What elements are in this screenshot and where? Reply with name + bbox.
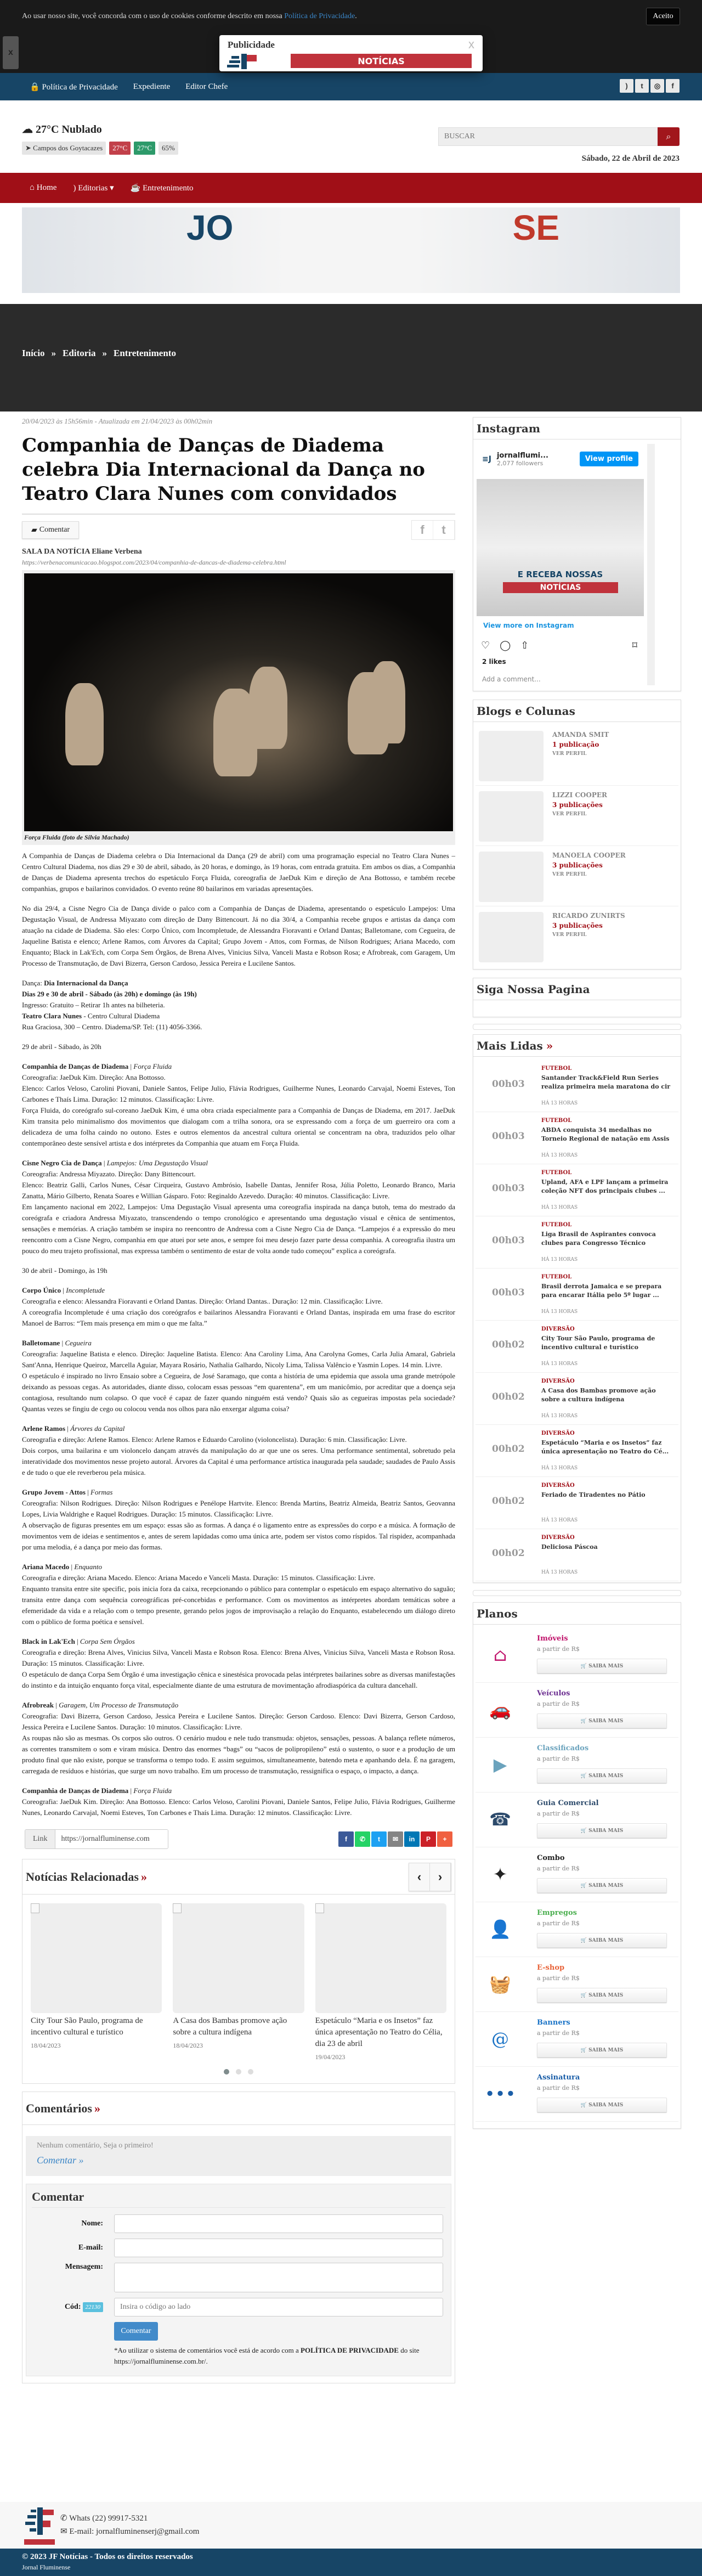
blog-item[interactable]: AMANDA SMIT 1 publicação VER PERFIL	[475, 725, 678, 786]
at-sign-icon: @	[491, 2028, 509, 2049]
ad-close-button[interactable]: x	[3, 36, 19, 69]
plan-item: 🚗 Veículos a partir de R$ 🛒 SAIBA MAIS	[475, 1683, 678, 1738]
humidity-badge: 65%	[158, 142, 178, 155]
blog-avatar	[479, 791, 544, 842]
instagram-avatar: ≡J	[482, 454, 491, 464]
cloud-icon: ☁	[22, 123, 33, 136]
comment-button[interactable]: ▰ Comentar	[22, 521, 79, 539]
related-card[interactable]: City Tour São Paulo, programa de incentivo cultural e turístico 18/04/2023	[31, 1903, 162, 2061]
view-profile-button[interactable]: View profile	[580, 452, 638, 466]
email-icon[interactable]: ✉	[388, 1831, 403, 1847]
rss-icon[interactable]: )	[620, 79, 633, 93]
instagram-post-image[interactable]: E RECEBA NOSSAS NOTÍCIAS	[477, 479, 644, 616]
email-field[interactable]	[114, 2239, 443, 2257]
act-block: Ariana Macedo | Enquanto Coreografia e direção: Ariana Macedo. Elenco: Ariana Macedo e Vanceli Masta. Duração: 15 minutos. Classificação: Livre. Enquanto transita entre site specific, pois inicia fora da caixa, recepcionando o público para contemplar o espetáculo em espaço alternativo do saguão; transita entre dança com sequência coreográficas pré-concebidas e performance. Com os movimentos as intérpretes abordam temáticas sobre a efemeridade da vida e a relação com o tempo presente, gerando pelos jogos de improvisação a relação do Enquanto, estabelecendo um diálogo direto com o público de forma poética e sensível.	[22, 1563, 455, 1626]
footer	[0, 2502, 702, 2549]
breadcrumb-bar	[0, 304, 702, 412]
empty-widget	[473, 1024, 681, 1030]
blogs-widget: Blogs e Colunas AMANDA SMIT 1 publicação VER PERFIL LIZZI COOPER 3 publicações VER PERFIL MANOELA COOPER 3 publicações VER PERFIL RICARDO ZUNIRTS 3 publicações VER PERFIL	[473, 700, 681, 969]
share-link-field: Link https://jornalfluminense.com	[25, 1829, 168, 1849]
related-image	[315, 1903, 446, 2013]
nav-home[interactable]: ⌂ Home	[30, 183, 57, 192]
rss-icon: )	[73, 184, 76, 193]
saiba-mais-button[interactable]: 🛒 SAIBA MAIS	[537, 1933, 667, 1948]
byline: SALA DA NOTÍCIA Eliane Verbena	[22, 548, 142, 556]
blog-avatar	[479, 912, 544, 962]
plan-item: ⌂ Imóveis a partir de R$ 🛒 SAIBA MAIS	[475, 1628, 678, 1683]
divider	[22, 514, 455, 515]
article-photo	[24, 573, 453, 831]
twitter-icon[interactable]: t	[371, 1831, 387, 1847]
view-profile-link[interactable]: VER PERFIL	[552, 932, 587, 938]
search-input[interactable]	[439, 128, 658, 145]
act-block: Arlene Ramos | Árvores da Capital Coreografia e direção: Arlene Ramos. Elenco: Arlene Ramos e Eduardo Carolino (violoncelista). Duração: 6 min. Classificação: Livre. Dois corpos, uma bailarina e um violoncelo dançam através da manipulação do ar que une os seres. Uma performance sentimental, sobretudo pela interatividade dos movimentos nesse projeto autoral. Árvores da Capital é uma performance artística inaugurada pela saudade; saudades de Paulo Assis e de tudo o que ele reverberou pela música.	[22, 1424, 455, 1476]
no-comments-text: Nenhum comentário, Seja o primeiro!	[37, 2141, 154, 2150]
article-column	[22, 417, 455, 2383]
most-read-item[interactable]: 00h03 FUTEBOL Santander Track&Field Run Series realiza primeira meia maratona do cir HÁ 13 HORAS	[475, 1060, 678, 1112]
contact-card-icon: ☎	[489, 1809, 511, 1830]
home-icon: ⌂	[30, 183, 35, 192]
plan-item: ▶ Classificados a partir de R$ 🛒 SAIBA MAIS	[475, 1738, 678, 1793]
act-block: Corpo Único | Incompletude Coreografia e elenco: Alessandra Fioravanti e Orland Dantas. Direção: Orland Dantas.. Duração: 12 min. Classificação: Livre. A coreografia Incompletude é uma criação dos coreógrafos e bailarinos Alessandra Fioravanti e Orland Dantas, inspirada em uma frase do escritor Manoel de Barros: “Tem mais presença em mim o que me falta.”	[22, 1286, 455, 1327]
share-buttons	[338, 1831, 452, 1847]
saiba-mais-button[interactable]: 🛒 SAIBA MAIS	[537, 2043, 667, 2058]
carousel-dot[interactable]	[248, 2069, 253, 2075]
message-field[interactable]	[114, 2263, 443, 2292]
saiba-mais-button[interactable]: 🛒 SAIBA MAIS	[537, 1878, 667, 1893]
expediente-link[interactable]: Expediente	[133, 82, 171, 91]
facebook-icon[interactable]: f	[412, 521, 433, 539]
weather-widget: ☁ 27°C Nublado ➤ Campos dos Goytacazes 27°C 27°C 65%	[22, 122, 178, 155]
linkedin-icon[interactable]: in	[404, 1831, 420, 1847]
nav-editorias[interactable]: ) Editorias ▾	[73, 184, 114, 193]
share-link-input[interactable]	[55, 1830, 168, 1848]
editor-link[interactable]: Editor Chefe	[185, 82, 228, 91]
breadcrumb-inicio[interactable]: Início	[22, 348, 45, 358]
carousel-dots	[22, 2069, 455, 2075]
follow-page-widget: Siga Nossa Pagina	[473, 978, 681, 1017]
captcha-input[interactable]	[114, 2298, 443, 2316]
carousel-dot[interactable]	[236, 2069, 241, 2075]
bookmark-icon[interactable]: ⌑	[632, 640, 637, 651]
accept-cookies-button[interactable]: Aceito	[646, 8, 680, 25]
car-icon: 🚗	[489, 1699, 511, 1720]
facebook-icon[interactable]: f	[338, 1831, 354, 1847]
plan-item: 👤 Empregos a partir de R$ 🛒 SAIBA MAIS	[475, 1902, 678, 1957]
article-figure	[22, 570, 455, 845]
most-read-item[interactable]: 00h02 DIVERSÃO Deliciosa Páscoa HÁ 13 HORAS	[475, 1529, 678, 1581]
main-nav	[0, 173, 702, 203]
comment-icon[interactable]: ◯	[500, 640, 511, 651]
related-image	[173, 1903, 304, 2013]
header	[0, 100, 702, 173]
view-profile-link[interactable]: VER PERFIL	[552, 872, 587, 877]
comments-section: Comentários » Nenhum comentário, Seja o primeiro! Comentar » Comentar Nome: E-mail: Mensagem: Cód: 22130 Insira o código ao lado Comentar *Ao utilizar o sistema de comentários você está de acordo com a POLÍTICA DE PRIVACIDADE do site https://jornalfluminense.com.br/.	[22, 2092, 455, 2383]
coffee-icon: ☕	[130, 184, 141, 193]
share-icon[interactable]: ⇧	[520, 640, 529, 651]
view-more-link[interactable]: View more on Instagram	[483, 622, 574, 629]
carousel-dot[interactable]	[224, 2069, 229, 2075]
footer-logo	[24, 2507, 55, 2546]
subscription-icon: •••	[484, 2083, 516, 2104]
comment-link[interactable]: Comentar »	[37, 2155, 84, 2166]
modal-title: Publicidade	[228, 40, 275, 50]
blog-avatar	[479, 731, 544, 781]
min-temp-badge: 27°C	[134, 142, 155, 155]
submit-comment-button[interactable]: Comentar	[114, 2322, 158, 2341]
blog-item[interactable]: LIZZI COOPER 3 publicações VER PERFIL	[475, 786, 678, 846]
copyright-bar: © 2023 JF Notícias - Todos os direitos reservados Jornal Fluminense	[0, 2549, 702, 2576]
source-link[interactable]: https://verbenacomunicacao.blogspot.com/2023/04/companhia-de-dancas-de-diadema-celebra.html	[22, 559, 286, 566]
plan-item: ••• Assinatura a partir de R$ 🛒 SAIBA MAIS	[475, 2067, 678, 2122]
speech-bubble-icon: ▰	[31, 526, 37, 534]
plan-item: @ Banners a partir de R$ 🛒 SAIBA MAIS	[475, 2012, 678, 2067]
chevron-right-icon[interactable]: ›	[430, 1863, 451, 1891]
plan-item: ☎ Guia Comercial a partir de R$ 🛒 SAIBA MAIS	[475, 1793, 678, 1847]
comment-form: Comentar Nome: E-mail: Mensagem: Cód: 22130 Insira o código ao lado Comentar *Ao utilizar o sistema de comentários você está de acordo com a POLÍTICA DE PRIVACIDADE do site https://jornalfluminense.com.br/.	[26, 2184, 451, 2376]
instagram-icon[interactable]: ◎	[650, 79, 664, 93]
close-icon[interactable]: x	[468, 37, 474, 51]
share-top	[411, 520, 455, 540]
saiba-mais-button[interactable]: 🛒 SAIBA MAIS	[537, 1988, 667, 2003]
page-title: Companhia de Danças de Diadema celebra Dia Internacional da Dança no Teatro Clara Nunes com convidados	[22, 435, 425, 505]
lock-icon: 🔒	[30, 82, 40, 92]
act-block: Cisne Negro Cia de Dança | Lampejos: Uma Degustação Visual Coreografia: Andressa Miyazato. Direção: Dany Bittencourt. Elenco: Beatriz Galli, Carlos Nunes, César Cirqueira, Gustavo Ambrósio, Isabelle Dantas, Jennifer Rosa, Júlia Poletto, Leonardo Branco, Maria Zanatta, Mário Gilberto, Renata Soares e Willian Gásparo. Foto: Reginaldo Azevedo. Duração: 40 minutos. Classificação: Livre. Em lançamento nacional em 2022, Lampejos: Uma Degustação Visual apresenta uma coreografia inspirada na dança butoh, tema do mestrado da coreógrafa e criadora Andressa Miyazato, transcendendo o tempo cronológico e apresentando uma degustação visual e cênica de sentimentos, sensações e memórias. A criação também se inspira no reencontro de Andressa com a Cisne Negro Cia de Dança. “Lampejos é a expressão do meu reencontro com a Cisne Negro, companhia em que atuei por sete anos, e sempre foi meu desejo fazer parte dessa companhia. A coreografia ilustra um pouco do meu trajeto profissional, mas expressa também o sentimento de estar de volta aonde tudo começou” explica a coreógrafa.	[22, 1159, 455, 1255]
most-read-item[interactable]: 00h03 FUTEBOL Upland, AFA e LPF lançam a primeira coleção NFT dos principais clubes ... HÁ 13 HORAS	[475, 1164, 678, 1216]
breadcrumb-editoria[interactable]: Editoria	[63, 348, 96, 358]
breadcrumb-entretenimento[interactable]: Entretenimento	[114, 348, 176, 358]
saiba-mais-button[interactable]: 🛒 SAIBA MAIS	[537, 1823, 667, 1838]
basket-icon: 🧺	[489, 1974, 511, 1994]
most-read-item[interactable]: 00h03 FUTEBOL Liga Brasil de Aspirantes convoca clubes para Congresso Técnico HÁ 13 HORAS	[475, 1216, 678, 1269]
combo-icon: ✦	[492, 1864, 508, 1885]
ad-modal	[219, 35, 483, 71]
plan-item: ✦ Combo a partir de R$ 🛒 SAIBA MAIS	[475, 1847, 678, 1902]
scrollbar[interactable]	[647, 444, 655, 685]
most-read-item[interactable]: 00h02 DIVERSÃO Espetáculo “Maria e os Insetos” faz única apresentação no Teatro do Cé... HÁ 13 HORAS	[475, 1425, 678, 1477]
whatsapp-icon: ✆	[60, 2514, 67, 2523]
empty-widget	[473, 1590, 681, 1596]
blog-item[interactable]: MANOELA COOPER 3 publicações VER PERFIL	[475, 846, 678, 906]
act-block: Afrobreak | Garagem, Um Processo de Transmutação Coreografia: Davi Bizerra, Gerson Cardoso, Jessica Pereira e Lucilene Santos. Direção: Gerson Cardoso. Elenco: Davi Bizerra, Gerson Cardoso, Jessica Pereira e Lucilene Santos. Duração: 10 minutos. Classificação: Livre. As roupas não são as mesmas. Os corpos são outros. O cenário mudou e nele tudo transmuda: objetos, sensações, pessoas. A balança reflete números, as correntes transmitem o som e viram música. Dentro das enormes “bags” ou “sacos de polipropileno” está o sustento, o suor e a produção de um produto final que não existe, porque se transforma o tempo todo. E assim seguimos, simultaneamente, batendo meta e apanhando dela. É na garagem, carregada de resíduos e histórias, que surge um novo trabalho. Em um processo de transmutação, ressignifica o espaço, o impacto, a dança.	[22, 1701, 455, 1775]
article-meta: 20/04/2023 às 15h56min - Atualizada em 21/04/2023 às 00h02min	[22, 417, 213, 425]
jf-noticias-logo	[227, 54, 282, 69]
blog-avatar	[479, 852, 544, 902]
saiba-mais-button[interactable]: 🛒 SAIBA MAIS	[537, 1713, 667, 1728]
most-read-item[interactable]: 00h02 DIVERSÃO Feriado de Tiradentes no Pátio HÁ 13 HORAS	[475, 1477, 678, 1529]
photo-caption: Força Fluida (foto de Silvia Machado)	[24, 833, 129, 841]
email-contact[interactable]: ✉ E-mail: jornalfluminenserj@gmail.com	[60, 2527, 200, 2536]
view-profile-link[interactable]: VER PERFIL	[552, 811, 587, 817]
current-date: Sábado, 22 de Abril de 2023	[581, 154, 680, 163]
captcha-code: 22130	[83, 2302, 104, 2312]
most-read-widget: Mais Lidas » 00h03 FUTEBOL Santander Track&Field Run Series realiza primeira meia maratona do cir HÁ 13 HORAS 00h03 FUTEBOL ABDA conquista 34 medalhas no Torneio Regional de natação em Assis HÁ 13 HORAS 00h03 FUTEBOL Upland, AFA e LPF lançam a primeira coleção NFT dos principais clubes ... HÁ 13 HORAS 00h03 FUTEBOL Liga Brasil de Aspirantes convoca clubes para Congresso Técnico HÁ 13 HORAS 00h03 FUTEBOL Brasil derrota Jamaica e se prepara para encarar Itália pelo 5º lugar ... HÁ 13 HORAS 00h02 DIVERSÃO City Tour São Paulo, programa de incentivo cultural e turístico HÁ 13 HORAS 00h02 DIVERSÃO A Casa dos Bambas promove ação sobre a cultura indígena HÁ 13 HORAS 00h02 DIVERSÃO Espetáculo “Maria e os Insetos” faz única apresentação no Teatro do Cé... HÁ 13 HORAS 00h02 DIVERSÃO Feriado de Tiradentes no Pátio HÁ 13 HORAS 00h02 DIVERSÃO Deliciosa Páscoa HÁ 13 HORAS	[473, 1034, 681, 1583]
top-bar	[0, 73, 702, 100]
employee-icon: 👤	[489, 1919, 511, 1940]
search-icon: ⌕	[666, 131, 671, 142]
plan-item: 🧺 E-shop a partir de R$ 🛒 SAIBA MAIS	[475, 1957, 678, 2012]
act-block: Balletomane | Cegueira Coreografia: Jaqueline Batista e elenco. Direção: Jaqueline Batista. Elenco: Ana Caroliny Lima, Ana Carolyna Gomes, Carla Julia Amaral, Gabriela Sant'Anna, Henrique Queiroz, Marcella Aguiar, Mayara Rosário, Nathalia Galhardo, Nicoly Lima, Talissa Valêncio e Yasmin Lopes. 14 min. Livre. O espetáculo é inspirado no livro Ensaio sobre a Cegueira, de José Saramago, que conta a história de uma epidemia que assola uma grande metrópole deixando as pessoas cegas. As autoridades, diante disso, colocam essas pessoas “em quarentena”, em um manicômio, por acreditar que a doença seja contagiosa, resultando num colapso. O que você é capaz de fazer quando ninguém está vendo? Quais são as cegueiras impostas pela sociedade? Quantas vezes se fingiu de cego ou colocou venda nos olhos para não enxergar alguma coisa?	[22, 1339, 455, 1413]
view-profile-link[interactable]: VER PERFIL	[552, 751, 587, 757]
instagram-comment-input[interactable]: Add a comment...	[482, 675, 541, 683]
twitter-icon[interactable]: t	[433, 521, 455, 539]
related-news: Notícias Relacionadas » ‹ › City Tour São Paulo, programa de incentivo cultural e turístico 18/04/2023 A Casa dos Bambas promove ação sobre a cultura indígena 18/04/2023 Espetáculo “Maria e os Insetos” faz única apresentação no Teatro do Célia, dia 23 de abril 19/04/2023	[22, 1859, 455, 2084]
act-block: Grupo Jovem - Attos | Formas Coreografia: Nilson Rodrigues. Direção: Nilson Rodrigues e Penélope Hartvite. Elenco: Brenda Martins, Beatriz Almeida, Beatriz Santos, Geovanna Lopes, Livia Waldrighe e Raquel Rodrigues. Duração: 15 minutos. Classificação: Livre. A observação de figuras presentes em um espaço: essas são as formas. A dança é o ligamento entre as expressões do corpo e a música. A formação de movimentos vem de ideias e sentimentos e, antes de serem lapidadas como uma única arte, podem ser vistos como ríspidos. Tal rispidez, acompanhada por uma melodia, é a dança por meio das formas.	[22, 1488, 455, 1551]
nav-entretenimento[interactable]: ☕ Entretenimento	[130, 184, 194, 193]
city-badge: ➤ Campos dos Goytacazes	[22, 142, 106, 155]
most-read-item[interactable]: 00h03 FUTEBOL Brasil derrota Jamaica e se prepara para encarar Itália pelo 5º lugar ... HÁ 13 HORAS	[475, 1269, 678, 1321]
article-body: A Companhia de Danças de Diadema celebra o Dia Internacional da Dança (29 de abril) com uma programação especial no Teatro Clara Nunes – Centro Cultural Diadema, nos dias 29 e 30 de abril, sábado, às 20 horas, e domingo, às 19 horas, com entrada gratuita. Em ambos os dias, a Companhia de Danças de Diadema apresenta trechos do espetáculo Força Fluida, coreografia de JaeDuk Kim e direção de Ana Bottosso, e também recebe companhias, grupos e bailarinos convidados. O evento reúne 80 bailarinos em variadas apresentações. No dia 29/4, a Cisne Negro Cia de Dança divide o palco com a Companhia de Danças de Diadema, apresentando o espetáculo Lampejos: Uma Degustação Visual, de Andressa Miyazato com direção de Dany Bittencourt. Já no dia 30/4, a Companhia recebe grupos e artistas da dança com atuação na cidade de Diadema. São eles: Corpo Único, com Incompletude, de Alessandra Fioravanti e Orland Dantas; Balletomane, com Cegueira, de Jaqueline Batista e elenco; Arlene Ramos, com Árvores da Capital; Grupo Jovem - Attos, com Formas, de Nilson Rodrigues; Ariana Macedo, com Enquanto; Black in Lak'Ech, com Corpa Sem Órgãos, de Brena Alves, Vinicius Silva, Vanceli Masta e Robson Rosa; e Afrobreak, com Garagem, Um Processo de Transmutação, de Davi Bizerra, Gerson Cardoso, Jessica Pereira e Lucilene Santos. Dança: Dia Internacional da Dança Dias 29 e 30 de abril - Sábado (às 20h) e domingo (às 19h) Ingresso: Gratuito – Retirar 1h antes na bilheteria. Teatro Clara Nunes - Centro Cultural Diadema Rua Graciosa, 300 – Centro. Diadema/SP. Tel: (11) 4056-3366. 29 de abril - Sábado, às 20h Companhia de Danças de Diadema | Força Fluida Coreografia: JaeDuk Kim. Direção: Ana Bottosso. Elenco: Carlos Veloso, Carolini Piovani, Daniele Santos, Felipe Julio, Flávia Rodrigues, Guilherme Nunes, Leonardo Carvajal, Noemi Esteves, Ton Carbones e Thaís Lima. Duração: 12 minutos. Classificação: Livre. Força Fluida, do coreógrafo sul-coreano JaeDuk Kim, é uma obra criada especialmente para a Companhia de Danças de Diadema, em 2017. JaeDuk Kim transita pelo minimalismo dos movimentos que dialogam com a trilha sonora, ora se expressando com a força de um guerreiro ora com a delicadeza de uma folha caindo no outono. Estes e outros elementos da ancestral cultura oriental se concentram na obra, traduzidos pelo olhar contemporâneo deste sensível artista e dos intérpretes da Companhia que atuam em Força Fluida. Cisne Negro Cia de Dança | Lampejos: Uma Degustação Visual Coreografia: Andressa Miyazato. Direção: Dany Bittencourt. Elenco: Beatriz Galli, Carlos Nunes, César Cirqueira, Gustavo Ambrósio, Isabelle Dantas, Jennifer Rosa, Júlia Poletto, Leonardo Branco, Maria Zanatta, Mário Gilberto, Renata Soares e Willian Gásparo. Foto: Reginaldo Azevedo. Duração: 40 minutos. Classificação: Livre. Em lançamento nacional em 2022, Lampejos: Uma Degustação Visual apresenta uma coreografia inspirada na dança butoh, tema do mestrado da coreógrafa e criadora Andressa Miyazato, transcendendo o tempo cronológico e apresentando uma degustação visual e cênica de sentimentos, sensações e memórias. A criação também se inspira no reencontro de Andressa com a Cisne Negro Cia de Dança. “Lampejos é a expressão do meu reencontro com a Cisne Negro, companhia em que atuei por sete anos, e sempre foi meu desejo fazer parte dessa companhia. A coreografia ilustra um pouco do meu trajeto profissional, mas expressa também o sentimento de estar de volta aonde tudo começou” explica a coreógrafa. 30 de abril - Domingo, às 19h Corpo Único | Incompletude Coreografia e elenco: Alessandra Fioravanti e Orland Dantas. Direção: Orland Dantas.. Duração: 12 min. Classificação: Livre. A coreografia Incompletude é uma criação dos coreógrafos e bailarinos Alessandra Fioravanti e Orland Dantas, inspirada em uma frase do escritor Manoel de Barros: “Tem mais presença em mim o que me falta.” Balletomane | Cegueira Coreografia: Jaqueline Batista e elenco. Direção: Jaqueline Batista. Elenco: Ana Caroliny Lima, Ana Carolyna Gomes, Carla Julia Amaral, Gabriela Sant'Anna, Henrique Queiroz, Marcella Aguiar, Mayara Rosário, Nathalia Galhardo, Nicoly Lima, Talissa Valêncio e Yasmin Lopes. 14 min. Livre. O espetáculo é inspirado no livro Ensaio sobre a Cegueira, de José Saramago, que conta a história de uma epidemia que assola uma grande metrópole deixando as pessoas cegas. As autoridades, diante disso, colocam essas pessoas “em quarentena”, em um manicômio, por acreditar que a doença seja contagiosa, resultando num colapso. O que você é capaz de fazer quando ninguém está vendo? Quais são as cegueiras impostas pela sociedade? Quantas vezes se fingiu de cego ou colocou venda nos olhos para não enxergar alguma coisa? Arlene Ramos | Árvores da Capital Coreografia e direção: Arlene Ramos. Elenco: Arlene Ramos e Eduardo Carolino (violoncelista). Duração: 6 min. Classificação: Livre. Dois corpos, uma bailarina e um violoncelo dançam através da manipulação do ar que une os seres. Uma performance sentimental, sobretudo pela interatividade dos movimentos nesse projeto autoral. Árvores da Capital é uma performance artística inaugurada pela saudade; saudades de Paulo Assis e de tudo o que ele reverberou pela música. Grupo Jovem - Attos | Formas Coreografia: Nilson Rodrigues. Direção: Nilson Rodrigues e Penélope Hartvite. Elenco: Brenda Martins, Beatriz Almeida, Beatriz Santos, Geovanna Lopes, Livia Waldrighe e Raquel Rodrigues. Duração: 15 minutos. Classificação: Livre. A observação de figuras presentes em um espaço: essas são as formas. A dança é o ligamento entre as expressões do corpo e a música. A formação de movimentos vem de ideias e sentimentos e, antes de serem lapidadas como uma única arte, podem ser vistos como ríspidos. Tal rispidez, acompanhada por uma melodia, é a dança por meio das formas. Ariana Macedo | Enquanto Coreografia e direção: Ariana Macedo. Elenco: Ariana Macedo e Vanceli Masta. Duração: 15 minutos. Classificação: Livre. Enquanto transita entre site specific, pois inicia fora da caixa, recepcionando o público para contemplar o espetáculo em espaço alternativo do saguão; transita entre dança com sequência coreográficas pré-concebidas e performance. Com os movimentos as intérpretes abordam temáticas sobre a efemeridade da vida e a relação com o tempo presente, gerando pelos jogos de improvisação a relação do Enquanto, estabelecendo um diálogo direto com o público de forma poética e sensível. Black in Lak'Ech | Corpa Sem Órgãos Coreografia e direção: Brena Alves, Vinicius Silva, Vanceli Masta e Robson Rosa. Elenco: Brena Alves, Vinicius Silva, Vanceli Masta e Robson Rosa. Duração: 15 minutos. Classificação: Livre. O espetáculo de dança Corpa Sem Órgão é uma investigação cênica e sinestésica provocada pelas intérpretes bailarines sobre as diversas manifestações do instinto e da intuição enquanto força vital, especialmente diante de uma estrutura de movimentação afrodiaspórica da cultura dancehall. Afrobreak | Garagem, Um Processo de Transmutação Coreografia: Davi Bizerra, Gerson Cardoso, Jessica Pereira e Lucilene Santos. Direção: Gerson Cardoso. Elenco: Davi Bizerra, Gerson Cardoso, Jessica Pereira e Lucilene Santos. Duração: 10 minutos. Classificação: Livre. As roupas não são as mesmas. Os corpos são outros. O cenário mudou e nele tudo transmuda: objetos, sensações, pessoas. A balança reflete números, as correntes transmitem o som e viram música. Dentro das enormes “bags” ou “sacos de polipropileno” está o sustento, o suor e a produção de um produto final que não existe, porque se transforma o tempo todo. E assim seguimos, simultaneamente, batendo meta e apanhando dela. É na garagem, carregada de resíduos e histórias, que surge um novo trabalho. Em um processo de transmutação, ressignifica o espaço, o impacto, a dança. Companhia de Danças de Diadema | Força Fluida Coreografia: JaeDuk Kim. Direção: Ana Bottosso. Elenco: Carlos Veloso, Carolini Piovani, Daniele Santos, Felipe Julio, Flávia Rodrigues, Guilherme Nunes, Leonardo Carvajal, Noemi Esteves, Ton Carbones e Thaís Lima. Duração: 12 minutos. Classificação: Livre.	[22, 850, 455, 1818]
chevron-left-icon[interactable]: ‹	[409, 1863, 430, 1891]
policy-note: *Ao utilizar o sistema de comentários você está de acordo com a POLÍTICA DE PRIVACIDADE do site https://jornalfluminense.com.br/.	[114, 2346, 420, 2365]
related-card[interactable]: A Casa dos Bambas promove ação sobre a cultura indígena 18/04/2023	[173, 1903, 304, 2061]
house-icon: ⌂	[493, 1644, 507, 1665]
related-image	[31, 1903, 162, 2013]
twitter-icon[interactable]: t	[635, 79, 649, 93]
name-field[interactable]	[114, 2214, 443, 2233]
privacy-link[interactable]: Política de Privacidade	[284, 12, 355, 20]
most-read-item[interactable]: 00h03 FUTEBOL ABDA conquista 34 medalhas no Torneio Regional de natação em Assis HÁ 13 HORAS	[475, 1112, 678, 1164]
instagram-widget: Instagram ≡J jornalflumi... 2,077 followers View profile E RECEBA NOSSAS NOTÍCIAS View more on Instagram ♡ ◯ ⇧ ⌑ 2 likes Add a comment...	[473, 417, 681, 691]
plus-icon[interactable]: +	[437, 1831, 452, 1847]
saiba-mais-button[interactable]: 🛒 SAIBA MAIS	[537, 1768, 667, 1783]
search-box	[438, 127, 680, 146]
blog-item[interactable]: RICARDO ZUNIRTS 3 publicações VER PERFIL	[475, 906, 678, 967]
search-button[interactable]	[658, 127, 680, 146]
facebook-icon[interactable]: f	[666, 79, 680, 93]
saiba-mais-button[interactable]: 🛒 SAIBA MAIS	[537, 2098, 667, 2112]
act-block: Companhia de Danças de Diadema | Força Fluida Coreografia: JaeDuk Kim. Direção: Ana Bottosso. Elenco: Carlos Veloso, Carolini Piovani, Daniele Santos, Felipe Julio, Flávia Rodrigues, Guilherme Nunes, Leonardo Carvajal, Noemi Esteves, Ton Carbones e Thaís Lima. Duração: 12 minutos. Classificação: Livre.	[22, 1786, 455, 1817]
act-block: Companhia de Danças de Diadema | Força Fluida Coreografia: JaeDuk Kim. Direção: Ana Bottosso. Elenco: Carlos Veloso, Carolini Piovani, Daniele Santos, Felipe Julio, Flávia Rodrigues, Guilherme Nunes, Leonardo Carvajal, Noemi Esteves, Ton Carbones e Thaís Lima. Duração: 12 minutos. Classificação: Livre. Força Fluida, do coreógrafo sul-coreano JaeDuk Kim, é uma obra criada especialmente para a Companhia de Danças de Diadema, em 2017. JaeDuk Kim transita pelo minimalismo dos movimentos que dialogam com a trilha sonora, ora se expressando com a força de um guerreiro ora com a delicadeza de uma folha caindo no outono. Estes e outros elementos da ancestral cultura oriental se concentram na obra, traduzidos pelo olhar contemporâneo deste sensível artista e dos intérpretes da Companhia que atuam em Força Fluida.	[22, 1062, 455, 1147]
breadcrumb: Início » Editoria » Entretenimento	[22, 348, 176, 358]
envelope-icon: ✉	[60, 2527, 67, 2536]
max-temp-badge: 27°C	[109, 142, 131, 155]
heart-icon[interactable]: ♡	[481, 640, 490, 651]
privacy-policy-link[interactable]: 🔒 Política de Privacidade	[30, 82, 118, 92]
classifieds-icon: ▶	[493, 1754, 507, 1775]
cookie-banner: Ao usar nosso site, você concorda com o uso de cookies conforme descrito em nossa Política de Privacidade. Aceito	[0, 0, 702, 33]
plans-widget: Planos ⌂ Imóveis a partir de R$ 🛒 SAIBA MAIS 🚗 Veículos a partir de R$ 🛒 SAIBA MAIS ▶ Classificados a partir de R$ 🛒 SAIBA MAIS ☎ Guia Comercial a partir de R$ 🛒 SAIBA MAIS ✦ Combo a partir de R$ 🛒 SAIBA MAIS 👤 Empregos a partir de R$ 🛒 SAIBA MAIS 🧺 E-shop a partir de R$ 🛒 SAIBA MAIS @ Banners a partir de R$ 🛒 SAIBA MAIS ••• Assinatura a partir de R$ 🛒 SAIBA MAIS	[473, 1602, 681, 2129]
saiba-mais-button[interactable]: 🛒 SAIBA MAIS	[537, 1659, 667, 1673]
act-block: Black in Lak'Ech | Corpa Sem Órgãos Coreografia e direção: Brena Alves, Vinicius Silva, Vanceli Masta e Robson Rosa. Elenco: Brena Alves, Vinicius Silva, Vanceli Masta e Robson Rosa. Duração: 15 minutos. Classificação: Livre. O espetáculo de dança Corpa Sem Órgão é uma investigação cênica e sinestésica provocada pelas intérpretes bailarines sobre as diversas manifestações do instinto e da intuição enquanto força vital, especialmente diante de uma estrutura de movimentação afrodiaspórica da cultura dancehall.	[22, 1637, 455, 1689]
whatsapp-contact[interactable]: ✆ Whats (22) 99917-5321	[60, 2514, 148, 2523]
related-card[interactable]: Espetáculo “Maria e os Insetos” faz única apresentação no Teatro do Célia, dia 23 de abril 19/04/2023	[315, 1903, 446, 2061]
most-read-item[interactable]: 00h02 DIVERSÃO City Tour São Paulo, programa de incentivo cultural e turístico HÁ 13 HORAS	[475, 1321, 678, 1373]
logo-noticias-band: NOTÍCIAS	[291, 54, 472, 68]
most-read-item[interactable]: 00h02 DIVERSÃO A Casa dos Bambas promove ação sobre a cultura indígena HÁ 13 HORAS	[475, 1373, 678, 1425]
pinterest-icon[interactable]: P	[421, 1831, 436, 1847]
whatsapp-icon[interactable]: ✆	[355, 1831, 370, 1847]
header-banner[interactable]: JO SE	[22, 207, 680, 293]
